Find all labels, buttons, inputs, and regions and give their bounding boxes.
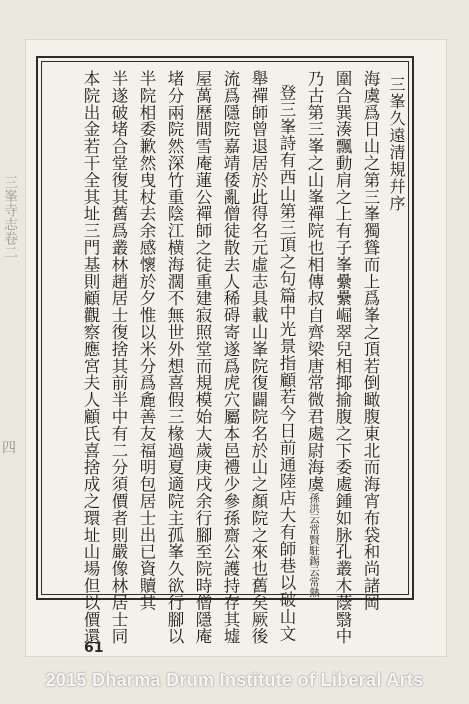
spine-mark: 四 <box>0 440 16 454</box>
text-column-10: 半遂破堵合堂復其舊爲叢林趙居士復捨其前半中有二分須價者則嚴像林居士同 <box>109 70 128 645</box>
copyright-watermark: 2015 Dharma Drum Institute of Liberal Arts <box>45 670 424 690</box>
text-frame <box>36 56 414 645</box>
text-column-9: 半院相委歉然曳杖去余感懷於夕惟以米分爲麁善友福明包居士出已資贖其 <box>137 70 156 611</box>
text-column-3 <box>305 70 324 598</box>
page-number: 61 <box>84 640 104 656</box>
text-column-11: 本院出金若干全其址三門基則顧觀察應宮夫人顧氏喜捨成之環址山場但以價還 <box>81 70 100 645</box>
text-column-8: 堵分兩院然深竹重陰江横海濶不無世外想喜假三椽過夏適院主孤峯久欲行腳以 <box>165 70 184 645</box>
text-column-5: 舉禪師曾退居於此得名元虛志具載山峯院復闢院名於山之顏院之來也舊矣厥後 <box>249 70 268 645</box>
text-column-3-main: 乃古第三峯之山峯禪院也相傳叔自齊梁唐常微君處尉海虞 <box>305 70 324 493</box>
inline-note: 孫洪云常賢駐錫云常熱 <box>308 492 320 598</box>
document-title: 三峯久遠清規幷序 <box>387 76 406 212</box>
text-column-2: 圍合巽湊飄動肩之上有子峯纍纍崛翠兒相揶揄腹之下委處鍾如脉孔叢木蔭翳中 <box>333 70 352 645</box>
text-column-4: 登三峯詩有西山第三頂之句篇中光景指顧若今日前通陸店大有師巷以破山文 <box>277 84 296 642</box>
text-column-1: 海虞爲日山之第三峯獨聳而上爲峯之頂若倒瞰腹東北而海宵布袋和尚諸岡 <box>361 70 380 611</box>
text-column-6: 流爲隱院嘉靖倭亂僧徒散去人稀碍寄遂爲虎穴屬本邑禮少參孫齋公護持存其墟 <box>221 70 240 645</box>
text-column-7: 屋萬歷間雪庵蓮公禪師之徒重建寂照堂而規模始大歲庚戌余行腳至院時僧隱庵 <box>193 70 212 645</box>
spine-text: 三峯寺志卷二 <box>2 175 18 259</box>
